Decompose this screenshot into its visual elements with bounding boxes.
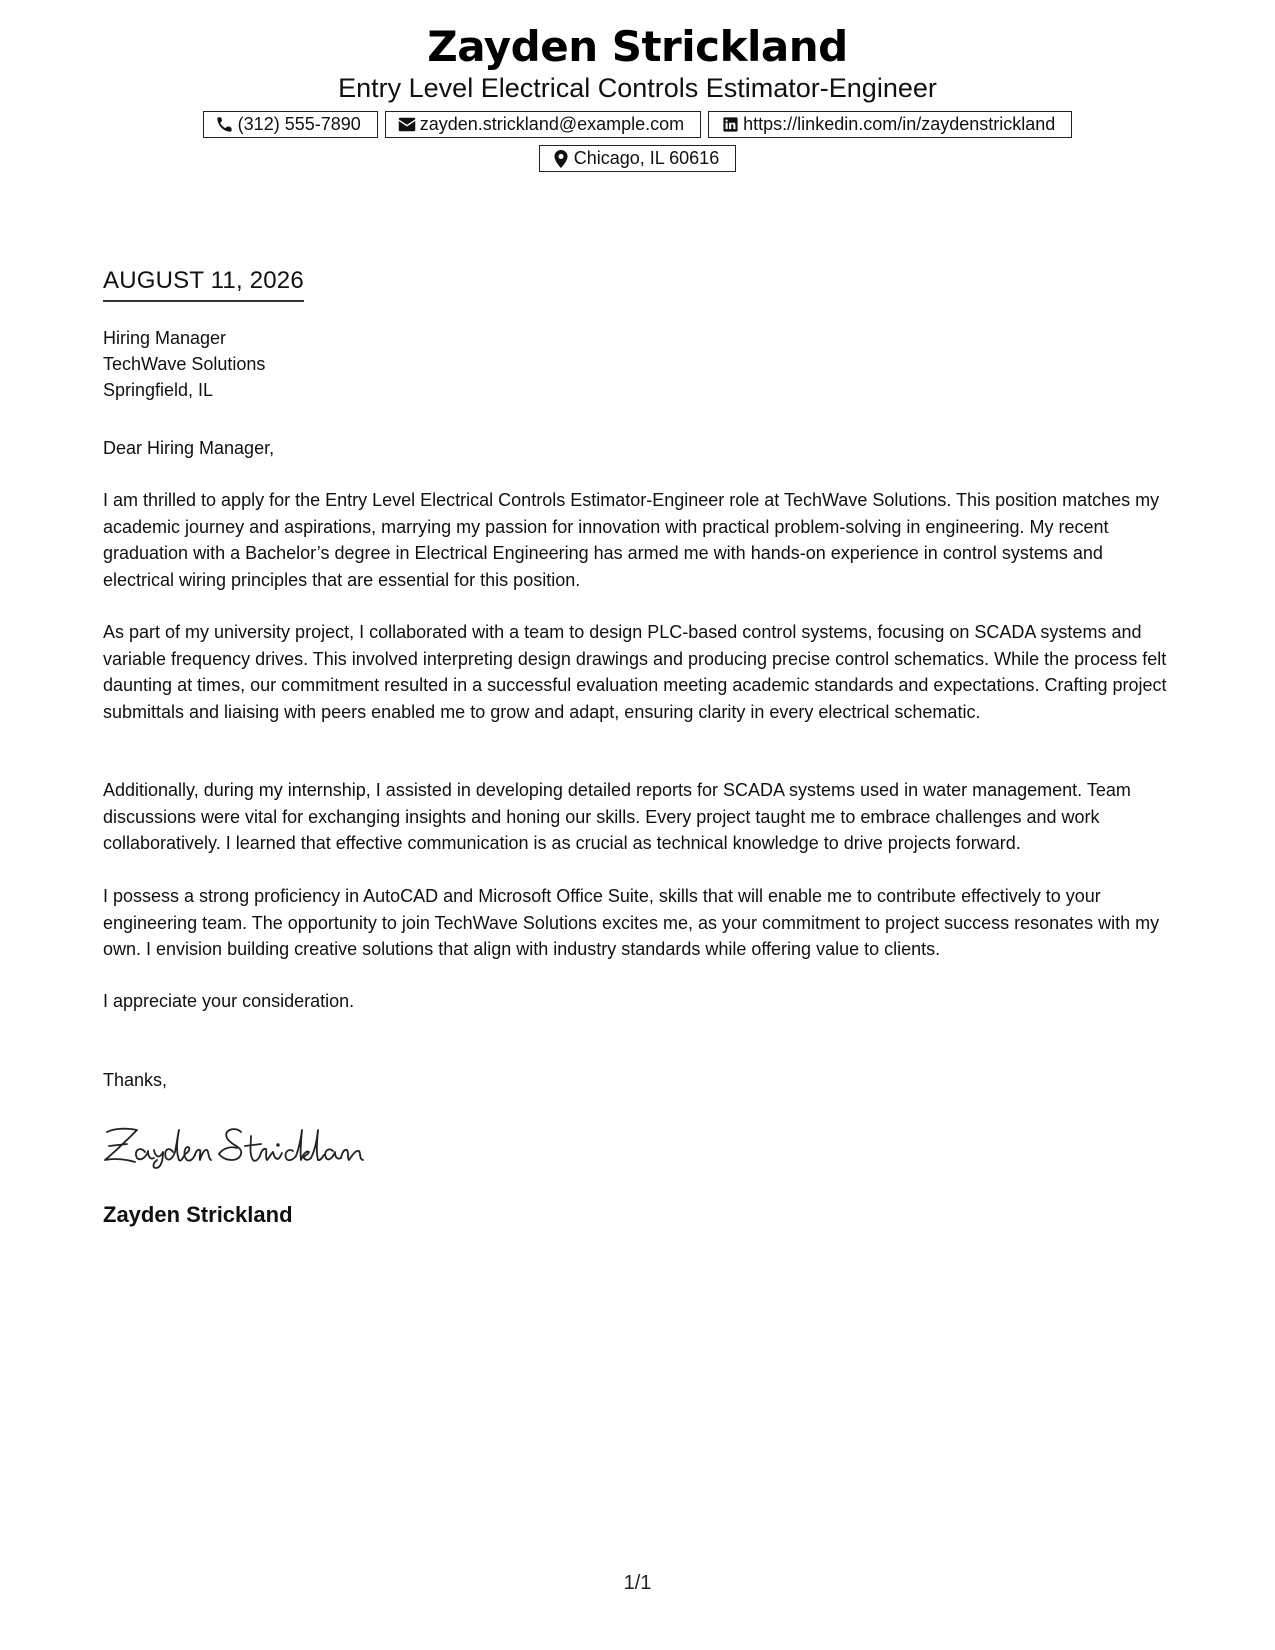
recipient-location: Springfield, IL xyxy=(103,380,214,400)
letter-header xyxy=(0,22,1275,172)
letter-date: AUGUST 11, 2026 xyxy=(103,266,304,302)
handwritten-signature xyxy=(101,1118,371,1170)
body-paragraph-1: I am thrilled to apply for the Entry Level Electrical Controls Estimator-Engineer role at TechWave Solutions. This position matches my academic journey and aspirations, marrying my passion for innovation with practical problem-solving in engineering. My recent graduation with a Bachelor’s degree in Electrical Engineering has armed me with hands-on experience in control systems and electrical wiring principles that are essential for this position. xyxy=(103,490,1160,590)
signer-name: Zayden Strickland xyxy=(103,1202,293,1227)
body-paragraph-4: I possess a strong proficiency in AutoCAD and Microsoft Office Suite, skills that will enable me to contribute effectively to your engineering team. The opportunity to join TechWave Solutions excites me, as your commitment to project success resonates with my own. I envision building creative solutions that align with industry standards while offering value to clients. xyxy=(103,886,1160,959)
contact-row-secondary xyxy=(0,145,1275,172)
phone-contact[interactable] xyxy=(203,111,378,138)
recipient-title: Hiring Manager xyxy=(103,328,227,348)
job-title: Entry Level Electrical Controls Estimator-Engineer xyxy=(338,73,937,103)
linkedin-text: https://linkedin.com/in/zaydenstrickland xyxy=(743,114,1056,134)
linkedin-contact[interactable] xyxy=(708,111,1072,138)
recipient-company: TechWave Solutions xyxy=(103,354,266,374)
email-contact[interactable] xyxy=(385,111,701,138)
location-contact[interactable] xyxy=(539,145,736,172)
location-text: Chicago, IL 60616 xyxy=(573,148,720,168)
body-paragraph-2: As part of my university project, I collaborated with a team to design PLC-based control systems, focusing on SCADA systems and variable frequency drives. This involved interpreting design drawings and producing precise control schematics. While the process felt daunting at times, our commitment resulted in a successful evaluation meeting academic standards and expectations. Crafting project submittals and liaising with peers enabled me to grow and adapt, ensuring clarity in every electrical schematic. xyxy=(103,622,1167,722)
phone-text: (312) 555-7890 xyxy=(237,114,361,134)
salutation: Dear Hiring Manager, xyxy=(103,438,275,458)
envelope-icon xyxy=(398,116,416,134)
email-text: zayden.strickland@example.com xyxy=(419,114,685,134)
applicant-name: Zayden Strickland xyxy=(427,22,848,71)
linkedin-icon xyxy=(721,116,739,134)
recipient-block xyxy=(103,325,1173,403)
appreciation-line: I appreciate your consideration. xyxy=(103,991,355,1011)
closing-line: Thanks, xyxy=(103,1070,168,1090)
page-number: 1/1 xyxy=(623,1572,652,1594)
contact-row-primary xyxy=(0,111,1275,138)
map-marker-icon xyxy=(552,150,570,168)
body-paragraph-3: Additionally, during my internship, I assisted in developing detailed reports for SCADA systems used in water management. Team discussions were vital for exchanging insights and honing our skills. Every project taught me to embrace challenges and work collaboratively. I learned that effective communication is as crucial as technical knowledge to drive projects forward. xyxy=(103,780,1131,853)
phone-icon xyxy=(216,116,234,134)
